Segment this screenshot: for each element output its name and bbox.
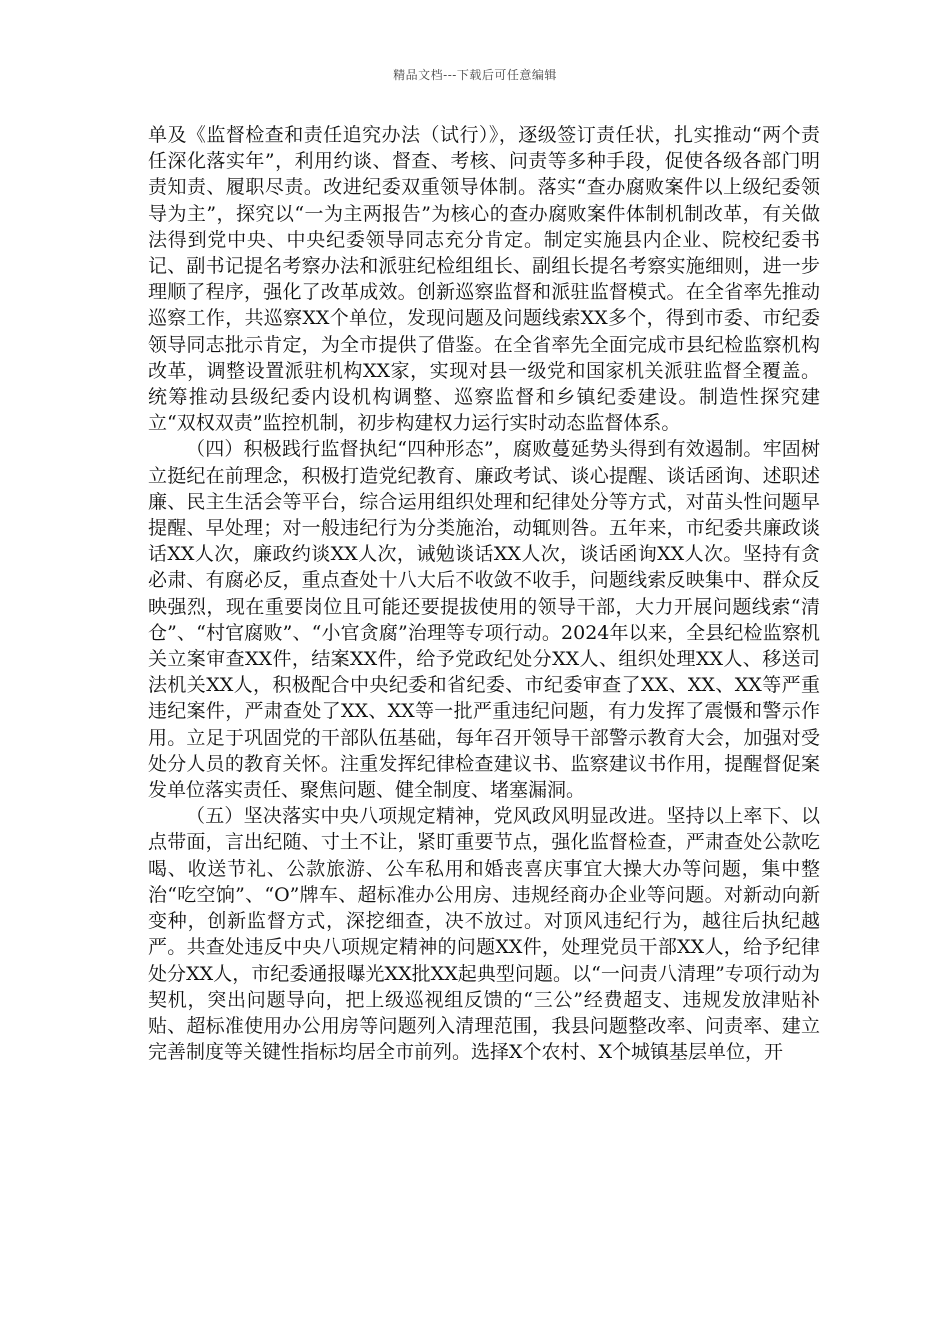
paragraph-2: （四）积极践行监督执纪“四种形态”，腐败蔓延势头得到有效遏制。牢固树立挺纪在前理念，积极打造党纪教育、廉政考试、谈心提醒、谈话函询、述职述廉、民主生活会等平台，综合运用组织处理和纪律处分等方式，对苗头性问题早提醒、早处理；对一般违纪行为分类施治，动辄则咎。五年来，市纪委共廉政谈话XX人次，廉政约谈XX人次，诫勉谈话XX人次，谈话函询XX人次。坚持有贪必肃、有腐必反，重点查处十八大后不收敛不收手，问题线索反映集中、群众反映强烈，现在重要岗位且可能还要提拔使用的领导干部，大力开展问题线索“清仓”、“村官腐败”、“小官贪腐”治理等专项行动。2024年以来，全县纪检监察机关立案审查XX件，结案XX件，给予党政纪处分XX人、组织处理XX人、移送司法机关XX人，积极配合中央纪委和省纪委、市纪委审查了XX、XX、XX等严重违纪案件，严肃查处了XX、XX等一批严重违纪问题，有力发挥了震慑和警示作用。立足于巩固党的干部队伍基础，每年召开领导干部警示教育大会，加强对受处分人员的教育关怀。注重发挥纪律检查建议书、监察建议书作用，提醒督促案发单位落实责任、聚焦问题、健全制度、堵塞漏洞。 — [148, 438, 820, 802]
paragraph-3: （五）坚决落实中央八项规定精神，党风政风明显改进。坚持以上率下、以点带面，言出纪随、寸土不让，紧盯重要节点，强化监督检查，严肃查处公款吃喝、收送节礼、公款旅游、公车私用和婚丧喜庆事宜大操大办等问题，集中整治“吃空饷”、“O”牌车、超标准办公用房、违规经商办企业等问题。对新动向新变种，创新监督方式，深挖细查，决不放过。对顶风违纪行为，越往后执纪越严。共查处违反中央八项规定精神的问题XX件，处理党员干部XX人，给予纪律处分XX人，市纪委通报曝光XX批XX起典型问题。以“一问责八清理”专项行动为契机，突出问题导向，把上级巡视组反馈的“三公”经费超支、违规发放津贴补贴、超标准使用办公用房等问题列入清理范围，我县问题整改率、问责率、建立完善制度等关键性指标均居全市前列。选择X个农村、X个城镇基层单位，开 — [148, 805, 820, 1064]
document-body — [148, 122, 820, 1065]
paragraph-1: 单及《监督检查和责任追究办法（试行）》，逐级签订责任状，扎实推动“两个责任深化落实年”，利用约谈、督查、考核、问责等多种手段，促使各级各部门明责知责、履职尽责。改进纪委双重领导体制。落实“查办腐败案件以上级纪委领导为主”，探究以“一为主两报告”为核心的查办腐败案件体制机制改革，有关做法得到党中央、中央纪委领导同志充分肯定。制定实施县内企业、院校纪委书记、副书记提名考察办法和派驻纪检组组长、副组长提名考察实施细则，进一步理顺了程序，强化了改革成效。创新巡察监督和派驻监督模式。在全省率先推动巡察工作，共巡察XX个单位，发现问题及问题线索XX多个，得到市委、市纪委领导同志批示肯定，为全市提供了借鉴。在全省率先全面完成市县纪检监察机构改革，调整设置派驻机构XX家，实现对县一级党和国家机关派驻监督全覆盖。统筹推动县级纪委内设机构调整、巡察监督和乡镇纪委建设。制造性探究建立“双权双责”监控机制，初步构建权力运行实时动态监督体系。 — [148, 124, 820, 435]
page-header: 精品文档---下载后可任意编辑 — [393, 68, 557, 82]
